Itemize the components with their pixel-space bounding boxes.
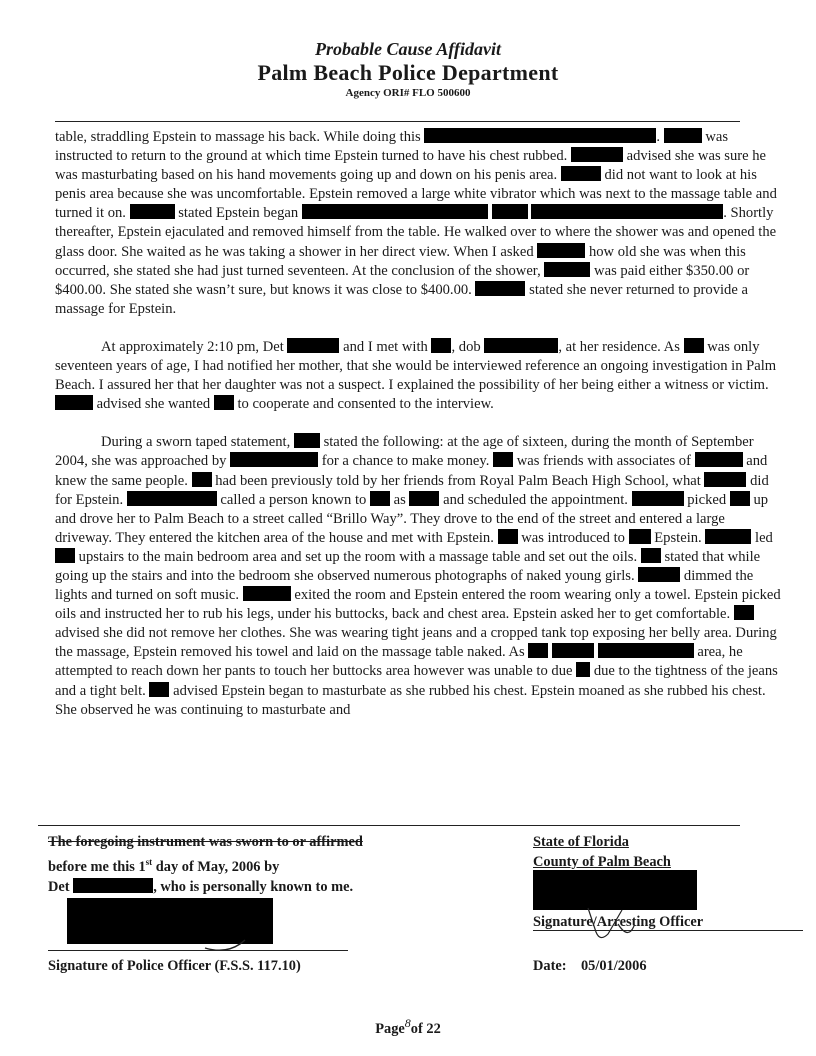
- redaction: [531, 204, 723, 219]
- redaction: [638, 567, 680, 582]
- officer-line: Det , who is personally known to me.: [48, 878, 354, 895]
- sworn-line: The foregoing instrument was sworn to or affirmed: [48, 834, 363, 850]
- redaction: [492, 204, 528, 219]
- redaction: [302, 204, 488, 219]
- agency-ori: Agency ORI# FLO 500600: [345, 87, 471, 99]
- jurisdiction-block: [533, 832, 803, 872]
- redaction: [576, 662, 590, 677]
- date-value: 05/01/2006: [580, 958, 647, 974]
- redaction: [192, 472, 212, 487]
- document-header: [0, 38, 816, 100]
- county-label: County of Palm Beach: [533, 854, 671, 870]
- redaction: [370, 491, 390, 506]
- redaction: [552, 643, 594, 658]
- header-rule: [55, 121, 740, 122]
- redaction: [484, 338, 558, 353]
- department-title: Palm Beach Police Department: [257, 60, 559, 85]
- redaction: [684, 338, 704, 353]
- paragraph-3: During a sworn taped statement, stated the following: at the age of sixteen, during the month of September 2004, she was approached by for a chance to make money. was friends with associates of and knew the same people. had been previously told by her friends from Royal Palm Beach High School, what did for Epstein. called a person known to as and scheduled the appointment. picked up and drove her to Palm Beach to a street called “Brillo Way”. They drove to the end of the street and entered a large driveway. They entered the kitchen area of the house and met with Epstein. was introduced to Epstein. led upstairs to the main bedroom area and set up the room with a massage table and set out the oils. stated that while going up the stairs and into the bedroom she observed numerous photographs of naked young girls. dimmed the lights and turned on soft music. exited the room and Epstein entered the room wearing only a towel. Epstein picked oils and instructed her to rub his legs, under his buttocks, back and chest area. Epstein asked her to get comfortable. advised she did not remove her clothes. She was wearing tight jeans and a cropped tank top exposing her belly area. During the massage, Epstein removed his towel and laid on the massage table naked. As area, he attempted to reach down her pants to touch her buttocks area however was unable to due due to the tightness of the jeans and a tight belt. advised Epstein began to masturbate as she rubbed his chest. Epstein moaned as she rubbed his chest. She observed he was continuing to masturbate and: [55, 434, 781, 718]
- redaction: [431, 338, 451, 353]
- page-number: Page$^8$of 22: [375, 1016, 441, 1037]
- paragraph-2: At approximately 2:10 pm, Det and I met with , dob , at her residence. As was only seventeen years of age, I had notified her mother, that she would be interviewed reference an ongoing investigation in Palm Beach. I assured her that her daughter was not a suspect. I explained the possibility of her being either a witness or victim. advised she wanted to cooperate and consented to the interview.: [55, 338, 777, 413]
- notary-block: [48, 832, 508, 897]
- document-type-title: Probable Cause Affidavit: [315, 39, 501, 59]
- signature-scribble: [200, 936, 260, 956]
- redaction: [243, 586, 291, 601]
- sworn-date-line: before me this 1st day of May, 2006 by: [48, 857, 280, 875]
- redaction: [214, 395, 234, 410]
- redaction: [704, 472, 746, 487]
- redaction: [130, 204, 175, 219]
- redaction: [561, 166, 601, 181]
- footer-rule: [38, 825, 740, 826]
- redaction: [73, 878, 153, 893]
- affidavit-body: [55, 128, 785, 720]
- redaction: [55, 548, 75, 563]
- redaction: [632, 491, 684, 506]
- redaction: [598, 643, 694, 658]
- redaction: [230, 452, 318, 467]
- redaction: [287, 338, 339, 353]
- paragraph-1: table, straddling Epstein to massage his back. While doing this . was instructed to return to the ground at which time Epstein turned to have his chest rubbed. advised she was sure he was masturbating based on his hand movements going up and down on his penis area. did not want to look at his penis area because she was uncomfortable. Epstein removed a large white vibrator which was next to the massage table and turned it on. stated Epstein began . Shortly thereafter, Epstein ejaculated and removed himself from the table. He walked over to where the shower was and opened the glass door. She waited as he was taking a shower in her direct view. When I asked how old she was when this occurred, she stated she had just turned seventeen. At the conclusion of the shower, was paid either $350.00 or $400.00. She stated she wasn’t sure, but knows it was close to $400.00. stated she never returned to provide a massage for Epstein.: [55, 129, 777, 317]
- redaction: [571, 147, 623, 162]
- redaction: [424, 128, 656, 143]
- redaction: [498, 529, 518, 544]
- redaction: [528, 643, 548, 658]
- redaction: [55, 395, 93, 410]
- redaction: [149, 682, 169, 697]
- redaction: [695, 452, 743, 467]
- redaction: [294, 433, 320, 448]
- redaction: [537, 243, 585, 258]
- redaction: [409, 491, 439, 506]
- redaction: [127, 491, 217, 506]
- officer-signature-label: Signature of Police Officer (F.S.S. 117.10): [48, 958, 301, 974]
- redaction: [475, 281, 525, 296]
- arresting-scribble: [578, 904, 648, 944]
- redaction: [664, 128, 702, 143]
- redaction: [629, 529, 651, 544]
- redaction: [493, 452, 513, 467]
- date-field: Date: 05/01/2006: [533, 958, 647, 974]
- redaction: [641, 548, 661, 563]
- arresting-officer-label: Signature/Arresting Officer: [533, 914, 704, 930]
- redaction: [734, 605, 754, 620]
- redaction: [705, 529, 751, 544]
- officer-signature-line: [48, 950, 348, 951]
- redaction: [544, 262, 590, 277]
- state-label: State of Florida: [533, 834, 629, 850]
- redaction: [730, 491, 750, 506]
